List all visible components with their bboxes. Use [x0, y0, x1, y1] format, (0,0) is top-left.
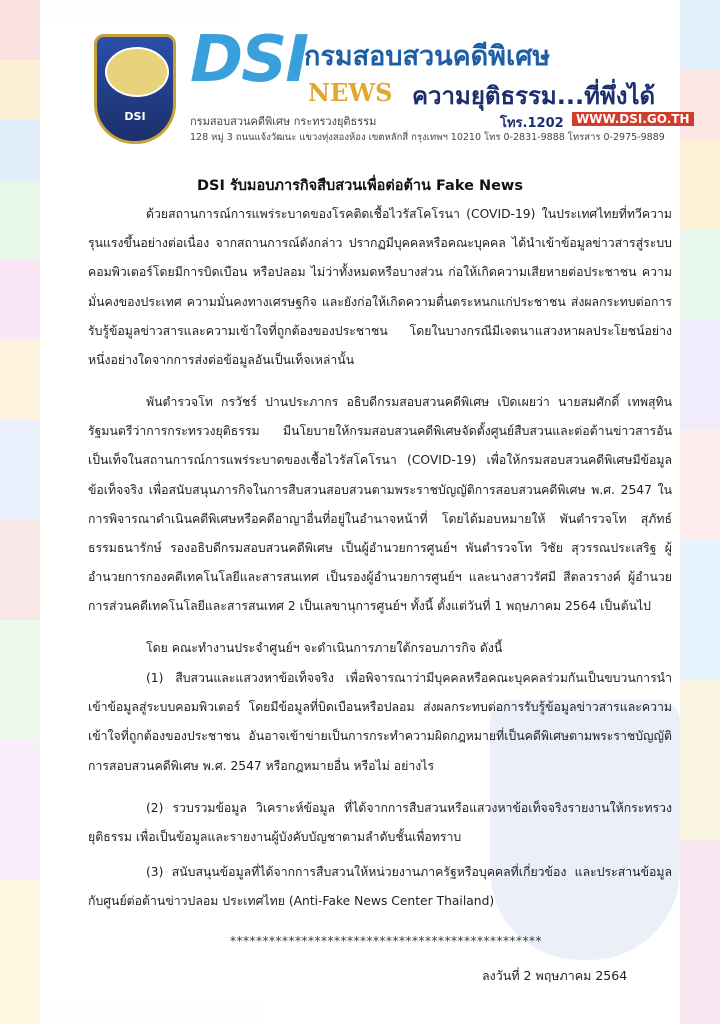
- paragraph-mission-intro: โดย คณะทำงานประจำศูนย์ฯ จะดำเนินการภายใต้กรอบภารกิจ ดังนี้: [146, 641, 503, 655]
- org-name-thai: กรมสอบสวนคดีพิเศษ: [304, 41, 551, 72]
- dsi-emblem-icon: [94, 34, 176, 144]
- brand-news-label: NEWS: [308, 78, 393, 107]
- sub-organization: กรมสอบสวนคดีพิเศษ กระทรวงยุติธรรม: [190, 115, 377, 128]
- mission-item-1: (1) สืบสวนและแสวงหาข้อเท็จจริง เพื่อพิจารณาว่ามีบุคคลหรือคณะบุคคลร่วมกันเป็นขบวนการนำเข้าข้อมูลสู่ระบบคอมพิวเตอร์ โดยมีข้อมูลที่บิดเบือนหรือปลอม ส่งผลกระทบต่อการรับรู้ข้อมูลข่าวสารและความเข้าใจที่ถูกต้องของประชาชน อันอาจเข้าข่ายเป็นการกระทำความผิดกฎหมายที่เป็นคดีพิเศษตามพระราชบัญญัติการสอบสวนคดีพิเศษ พ.ศ. 2547 หรือกฎหมายอื่น หรือไม่ อย่างไร: [88, 671, 672, 773]
- document-date: ลงวันที่ 2 พฤษภาคม 2564: [482, 968, 628, 983]
- address-line: 128 หมู่ 3 ถนนแจ้งวัฒนะ แขวงทุ่งสองห้อง เขตหลักสี่ กรุงเทพฯ 10210 โทร 0-2831-9888 โทรสาร 0-2975-9889: [190, 132, 665, 143]
- letterhead: [52, 23, 690, 164]
- slogan: ความยุติธรรม...ที่พึ่งได้: [412, 82, 656, 110]
- paragraph-intro: ด้วยสถานการณ์การแพร่ระบาดของโรคติดเชื้อไวรัสโคโรนา (COVID-19) ในประเทศไทยที่ทวีความรุนแรงขึ้นอย่างต่อเนื่อง จากสถานการณ์ดังกล่าว ปรากฏมีบุคคลหรือคณะบุคคล ได้นำเข้าข้อมูลข่าวสารสู่ระบบคอมพิวเตอร์โดยมีการบิดเบือน หรือปลอม ไม่ว่าทั้งหมดหรือบางส่วน ก่อให้เกิดความเสียหายต่อประชาชน ความมั่นคงของประเทศ ความมั่นคงทางเศรษฐกิจ และยังก่อให้เกิดความตื่นตระหนกแก่ประชาชน ส่งผลกระทบต่อการรับรู้ข้อมูลข่าวสารและความเข้าใจที่ถูกต้องของประชาชน โดยในบางกรณีมีเจตนาแสวงหาผลประโยชน์อย่างหนึ่งอย่างใดจากการส่งต่อข้อมูลอันเป็นเท็จเหล่านั้น: [88, 207, 672, 368]
- document-title: DSI รับมอบภารกิจสืบสวนเพื่อต่อต้าน Fake News: [197, 178, 523, 194]
- hotline-number: โทร.1202: [500, 116, 564, 131]
- mission-item-3: (3) สนับสนุนข้อมูลที่ได้จากการสืบสวนให้หน่วยงานภาครัฐหรือบุคคลที่เกี่ยวข้อง และประสานข้อมูลกับศูนย์ต่อต้านข่าวปลอม ประเทศไทย (Anti-Fake News Center Thailand): [88, 865, 672, 909]
- mission-item-2: (2) รวบรวมข้อมูล วิเคราะห์ข้อมูล ที่ได้จากการสืบสวนหรือแสวงหาข้อเท็จจริงรายงานให้กระทรวงยุติธรรม เพื่อเป็นข้อมูลและรายงานผู้บังคับบัญชาตามลำดับชั้นเพื่อทราบ: [88, 801, 672, 845]
- website-link[interactable]: WWW.DSI.GO.TH: [572, 112, 694, 126]
- separator-stars: ************************************************: [230, 934, 542, 948]
- brand-logo-text: DSI: [190, 23, 308, 97]
- paragraph-announcement: พันตำรวจโท กรวัชร์ ปานประภากร อธิบดีกรมสอบสวนคดีพิเศษ เปิดเผยว่า นายสมศักดิ์ เทพสุทิน รัฐมนตรีว่าการกระทรวงยุติธรรม มีนโยบายให้กรมสอบสวนคดีพิเศษจัดตั้งศูนย์สืบสวนและต่อต้านข่าวสารอันเป็นเท็จในสถานการณ์การแพร่ระบาดของเชื้อไวรัสโคโรนา (COVID-19) เพื่อให้กรมสอบสวนคดีพิเศษมีข้อมูลข้อเท็จจริง เพื่อสนับสนุนภารกิจในการสืบสวนสอบสวนตามพระราชบัญญัติการสอบสวนคดีพิเศษ พ.ศ. 2547 ในการพิจารณาดำเนินคดีพิเศษหรือคดีอาญาอื่นที่อยู่ในอำนาจหน้าที่ โดยได้มอบหมายให้ พันตำรวจโท สุภัทธ์ ธรรมธนารักษ์ รองอธิบดีกรมสอบสวนคดีพิเศษ เป็นผู้อำนวยการศูนย์ฯ พันตำรวจโท วิชัย สุวรรณประเสริฐ ผู้อำนวยการกองคดีเทคโนโลยีและสารสนเทศ เป็นรองผู้อำนวยการศูนย์ฯ และนางสาวรัศมี สีตลวรางค์ ผู้อำนวยการส่วนคดีเทคโนโลยีและสารสนเทศ 2 เป็นเลขานุการศูนย์ฯ ทั้งนี้ ตั้งแต่วันที่ 1 พฤษภาคม 2564 เป็นต้นไป: [88, 395, 672, 614]
- emblem-seal: [105, 47, 169, 97]
- emblem-label: DSI: [124, 110, 146, 123]
